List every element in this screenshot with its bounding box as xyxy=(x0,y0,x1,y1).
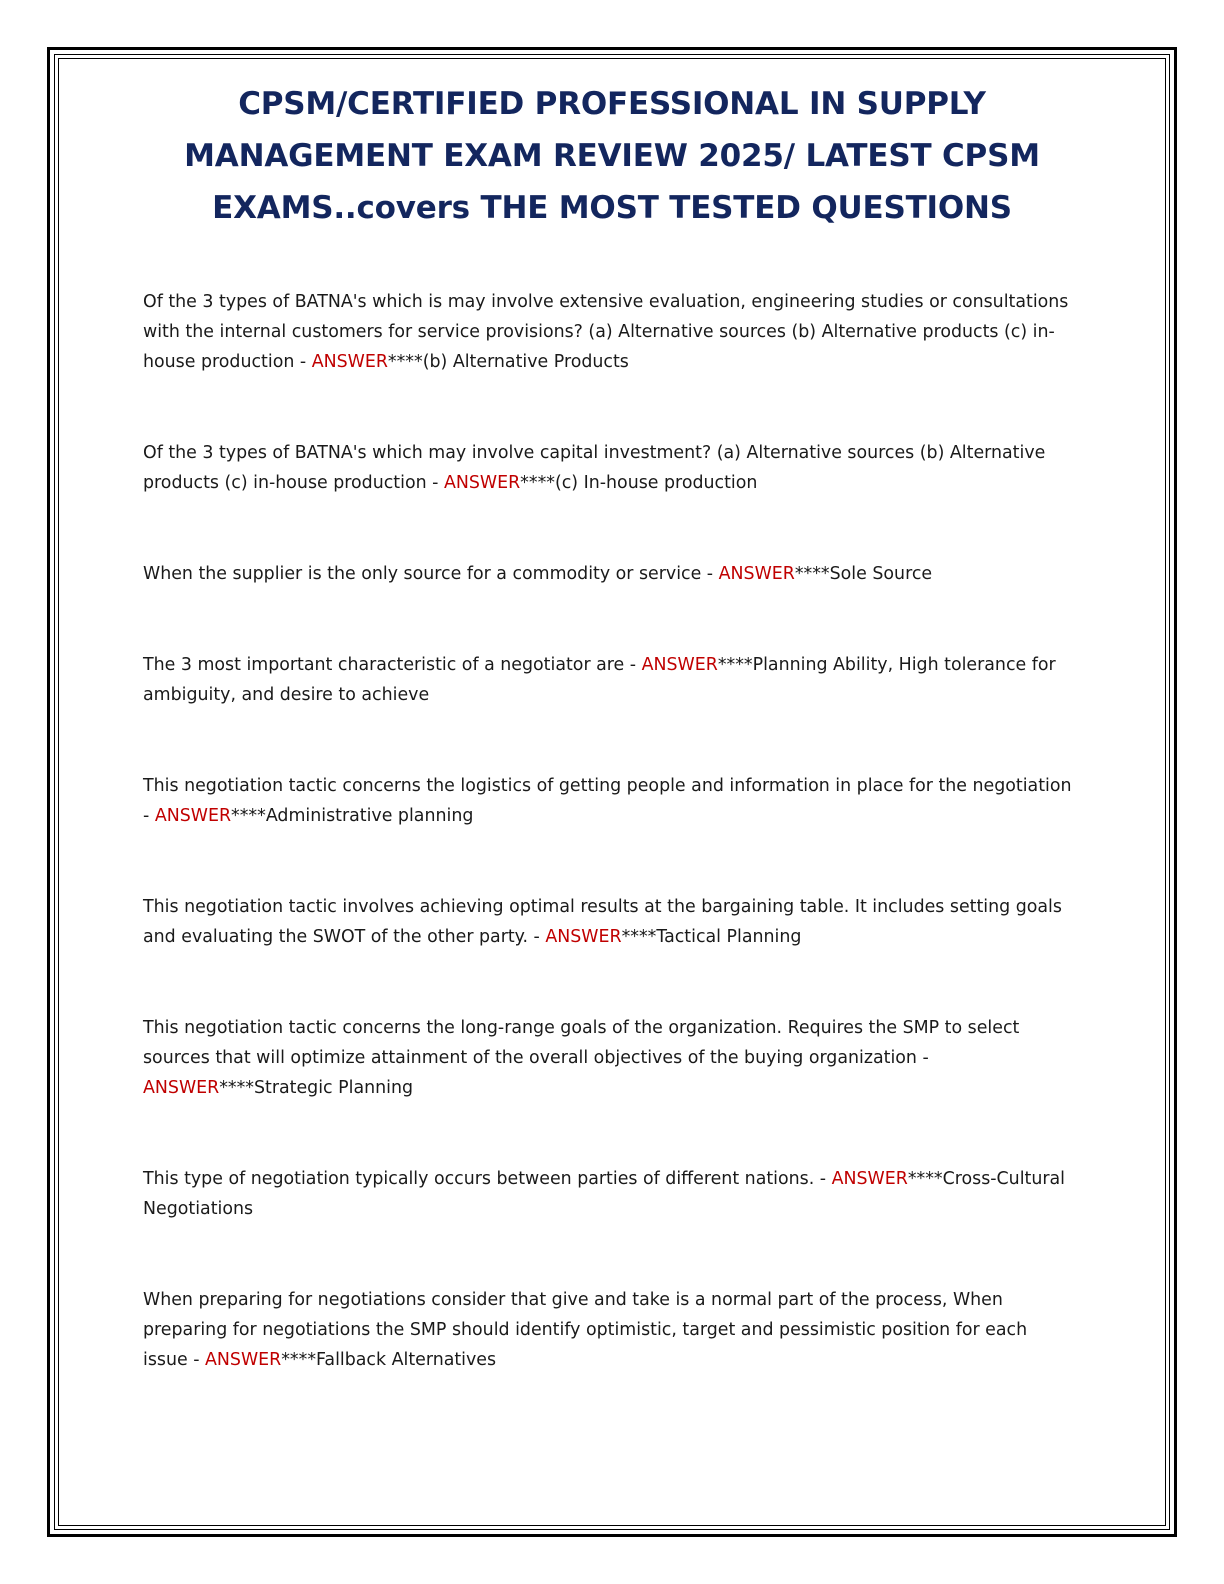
answer-text: ****Sole Source xyxy=(794,564,933,584)
qa-item xyxy=(143,650,1073,710)
question-text: Of the 3 types of BATNA's which may involve capital investment? (a) Alternative sources (b) Alternative products (c) in-house production - xyxy=(143,443,1046,493)
qa-list xyxy=(143,287,1073,1375)
answer-label: ANSWER xyxy=(205,1350,282,1370)
answer-label: ANSWER xyxy=(443,473,521,493)
answer-label: ANSWER xyxy=(143,1078,220,1098)
answer-label: ANSWER xyxy=(545,927,622,947)
answer-text: ****Planning Ability, High tolerance for ambiguity, and desire to achieve xyxy=(143,655,1056,705)
question-text: When preparing for negotiations consider that give and take is a normal part of the process, When preparing for negotiations the SMP should identify optimistic, target and pessimistic position for each issue - xyxy=(143,1290,1028,1370)
answer-label: ANSWER xyxy=(311,352,388,372)
qa-item xyxy=(143,287,1073,377)
answer-label: ANSWER xyxy=(154,806,232,826)
answer-text: ****(b) Alternative Products xyxy=(387,352,629,372)
answer-label: ANSWER xyxy=(718,564,795,584)
qa-item xyxy=(143,438,1073,498)
answer-label: ANSWER xyxy=(641,655,718,675)
qa-item xyxy=(143,1285,1073,1375)
qa-item xyxy=(143,771,1073,831)
question-text: This negotiation tactic concerns the logistics of getting people and information in place for the negotiation - xyxy=(143,776,1072,826)
question-text: Of the 3 types of BATNA's which is may involve extensive evaluation, engineering studies or consultations with the internal customers for service provisions? (a) Alternative sources (b) Alternative products (c) in-house production - xyxy=(143,292,1069,372)
qa-item xyxy=(143,1013,1073,1103)
answer-text: ****Cross-Cultural Negotiations xyxy=(143,1169,1066,1219)
question-text: This negotiation tactic concerns the long-range goals of the organization. Requires the SMP to select sources that will optimize attainment of the overall objectives of the buying organization - xyxy=(143,1018,1020,1068)
answer-text: ****Strategic Planning xyxy=(219,1078,414,1098)
question-text: The 3 most important characteristic of a negotiator are - xyxy=(143,655,642,675)
answer-label: ANSWER xyxy=(831,1169,908,1189)
qa-item xyxy=(143,892,1073,952)
question-text: This negotiation tactic involves achieving optimal results at the bargaining table. It includes setting goals and evaluating the SWOT of the other party. - xyxy=(143,897,1062,947)
qa-item xyxy=(143,1164,1073,1224)
document-title: CPSM/CERTIFIED PROFESSIONAL IN SUPPLY MANAGEMENT EXAM REVIEW 2025/ LATEST CPSM EXAMS..covers THE MOST TESTED QUESTIONS xyxy=(184,86,1040,226)
answer-text: ****Administrative planning xyxy=(231,806,474,826)
question-text: When the supplier is the only source for a commodity or service - xyxy=(143,564,719,584)
qa-item xyxy=(143,559,1073,589)
answer-text: ****(c) In-house production xyxy=(520,473,758,493)
question-text: This type of negotiation typically occurs between parties of different nations. - xyxy=(143,1169,832,1189)
answer-text: ****Tactical Planning xyxy=(621,927,802,947)
answer-text: ****Fallback Alternatives xyxy=(281,1350,497,1370)
